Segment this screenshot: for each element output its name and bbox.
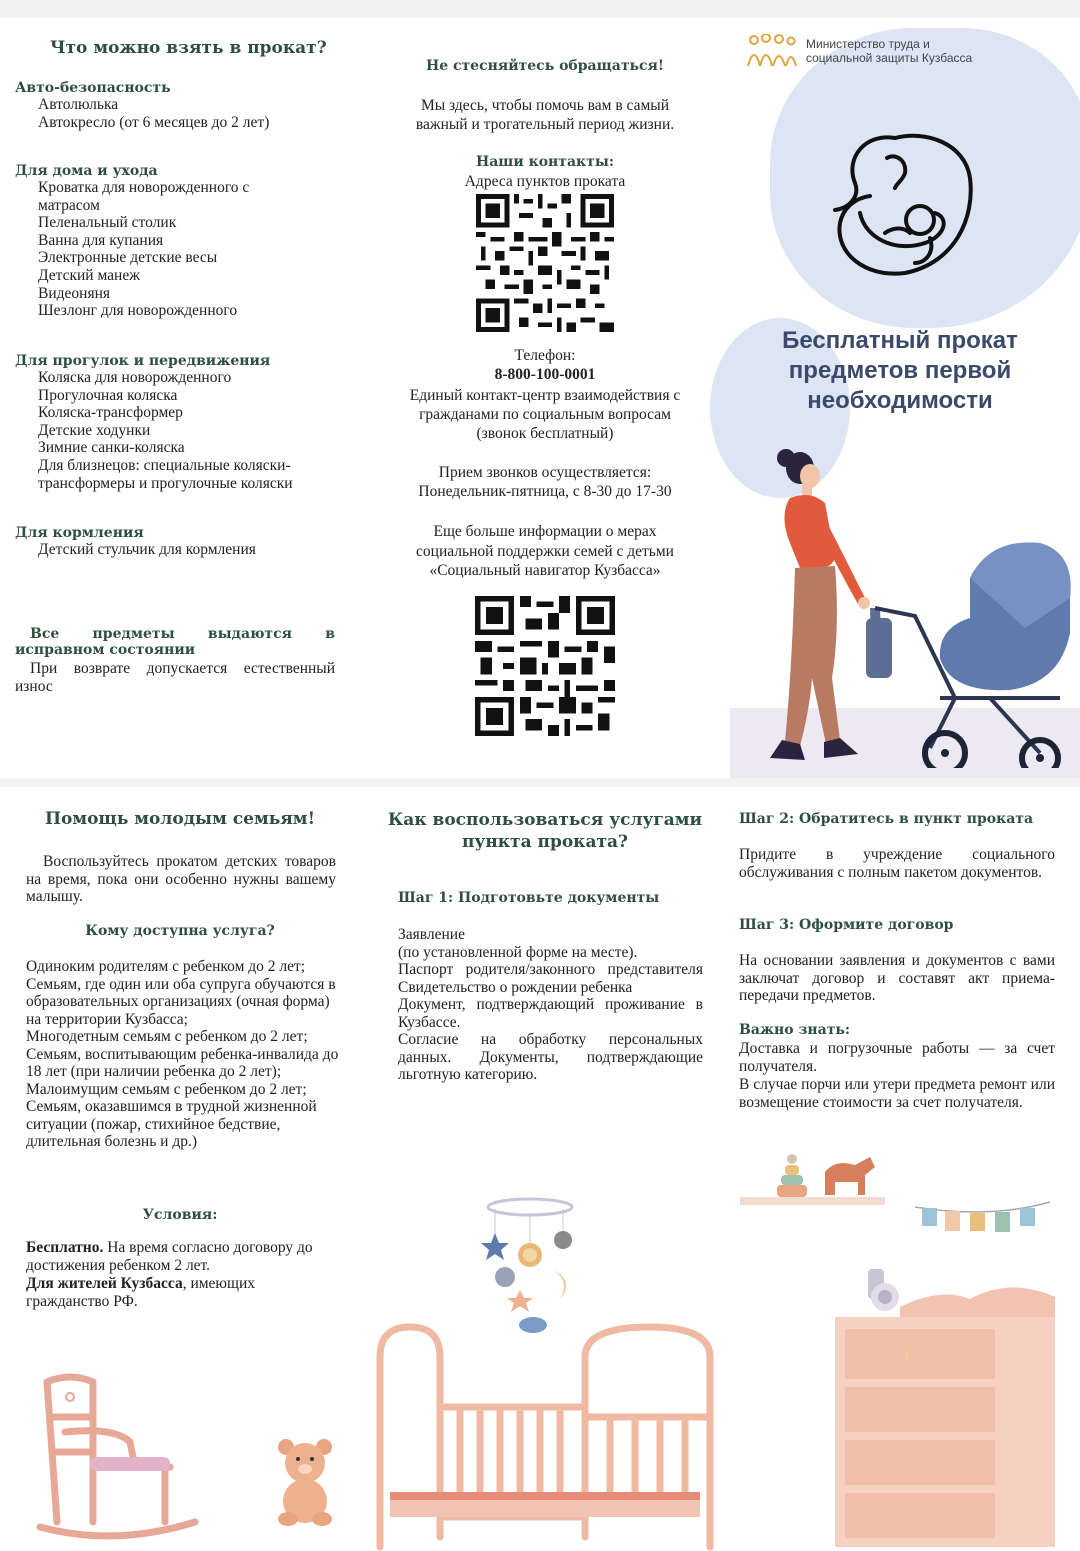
how-to-column <box>370 787 720 1551</box>
condition-residents <box>26 1275 336 1310</box>
list-item: Семьям, оказавшимся в трудной жизненной ситуации (пожар, стихийное бедствие, длительная болезнь и др.) <box>26 1098 317 1150</box>
important-title: Важно знать: <box>739 1022 851 1038</box>
category-home <box>15 163 305 320</box>
list-item: Многодетным семьям с ребенком до 2 лет; <box>26 1028 308 1045</box>
contacts-title: Наши контакты: <box>475 154 615 170</box>
category-items <box>15 96 345 131</box>
list-item: Согласие на обработку персональных данных. Документы, подтверждающие льготную категорию. <box>398 1031 703 1083</box>
who-title: Кому доступна услуга? <box>85 923 275 939</box>
list-item: Электронные детские весы <box>38 249 218 267</box>
step2-title: Шаг 2: Обратитесь в пункт проката <box>739 811 1034 827</box>
category-walks <box>15 353 340 492</box>
ministry-logo <box>746 34 996 68</box>
condition-free-bold: Бесплатно. <box>26 1239 104 1256</box>
hours-title: Прием звонков осуществляется: <box>438 464 652 481</box>
condition-free-text: На время согласно договору до достижения ребенком 2 лет. <box>26 1239 313 1274</box>
families-intro: Воспользуйтесь прокатом детских товаров на время, пока они особенно нужны вашему малышу. <box>26 853 336 905</box>
ministry-name: Министерство труда и социальной защиты Кузбасса <box>806 37 973 65</box>
list-item: (по установленной форме на месте). <box>398 943 638 961</box>
rental-items-title: Что можно взять в прокат? <box>50 38 327 58</box>
list-item: Паспорт родителя/законного представителя <box>398 961 703 978</box>
list-item: Детский манеж <box>38 266 140 284</box>
list-item: Видеоняня <box>38 284 110 302</box>
category-auto <box>15 80 345 131</box>
list-item: Детские ходунки <box>38 421 151 439</box>
list-item: Шезлонг для новорожденного <box>38 302 238 320</box>
list-item: Заявление <box>398 926 465 943</box>
phone-label: Телефон: <box>514 347 576 364</box>
addresses-label: Адреса пунктов проката <box>464 173 626 190</box>
list-item: Кроватка для новорожденного с матрасом <box>38 179 250 214</box>
dresser-icon <box>830 1257 1070 1547</box>
category-title: Для прогулок и передвижения <box>15 353 271 369</box>
list-item: Для близнецов: специальные коляски-трансформеры и прогулочные коляски <box>38 456 293 492</box>
step1-title: Шаг 1: Подготовьте документы <box>398 890 660 906</box>
phone-number[interactable]: 8-800-100-0001 <box>494 366 596 383</box>
ministry-logo-icon <box>746 34 800 68</box>
cover-column <box>730 18 1080 778</box>
important-delivery: Доставка и погрузочные работы — за счет получателя. <box>739 1040 1055 1075</box>
mother-baby-icon <box>825 128 985 283</box>
addresses-qr-code-icon[interactable] <box>475 194 615 332</box>
category-items <box>15 369 340 492</box>
condition-free <box>26 1239 336 1274</box>
note-text: При возврате допускается естественный износ <box>15 660 335 695</box>
list-item: Коляска-трансформер <box>38 404 183 422</box>
hours-text: Понедельник-пятница, с 8-30 до 17-30 <box>418 483 672 500</box>
rocking-chair-icon <box>35 1372 205 1547</box>
category-title: Авто-безопасность <box>15 80 171 96</box>
phone-description: Единый контакт-центр взаимодействия с гражданами по социальным вопросам (звонок бесплатный) <box>409 387 681 442</box>
toys-shelf-icon <box>740 1147 1070 1247</box>
intro-text: Мы здесь, чтобы помочь вам в самый важный и трогательный период жизни. <box>415 97 675 133</box>
list-item: Зимние санки-коляска <box>38 439 185 457</box>
list-item: Семьям, воспитывающим ребенка-инвалида до 18 лет (при наличии ребенка до 2 лет); <box>26 1045 339 1080</box>
list-item: Автокресло (от 6 месяцев до 2 лет) <box>38 113 270 131</box>
category-title: Для дома и ухода <box>15 163 158 179</box>
how-to-title: Как воспользоваться услугами пункта проката? <box>387 810 703 852</box>
steps-column <box>730 787 1080 1551</box>
brochure-outer-side <box>0 18 1080 778</box>
conditions-title: Условия: <box>142 1207 218 1223</box>
families-title: Помощь молодым семьям! <box>44 809 316 829</box>
list-item: Ванна для купания <box>38 231 164 249</box>
contacts-column <box>370 18 720 778</box>
list-item: Семьям, где один или оба супруга обучаются в образовательных организациях (очная форма) на территории Кузбасса; <box>26 975 336 1028</box>
important-damage: В случае порчи или утери предмета ремонт или возмещение стоимости за счет получателя. <box>739 1076 1055 1111</box>
list-item: Детский стульчик для кормления <box>38 541 256 558</box>
list-item: Автолюлька <box>38 96 119 113</box>
condition-residents-bold: Для жителей Кузбасса <box>26 1275 183 1292</box>
list-item: Прогулочная коляска <box>38 386 178 404</box>
step3-text: На основании заявления и документов с вами заключат договор и составят акт приема-передачи предметов. <box>739 952 1055 1004</box>
teddy-bear-icon <box>272 1435 338 1527</box>
category-feeding <box>15 525 340 559</box>
list-item: Одиноким родителям с ребенком до 2 лет; <box>26 958 306 975</box>
list-item: Свидетельство о рождении ребенка <box>398 978 633 996</box>
mother-with-stroller-icon <box>740 428 1080 768</box>
category-items <box>15 179 305 320</box>
who-list <box>26 958 341 1151</box>
step3-title: Шаг 3: Оформите договор <box>739 917 954 933</box>
rental-items-column <box>0 18 350 778</box>
note-title: Все предметы выдаются в исправном состоянии <box>15 626 335 658</box>
social-navigator-qr-code-icon[interactable] <box>475 596 615 736</box>
more-info-text: Еще больше информации о мерах социальной поддержки семей с детьми «Социальный навигатор Кузбасса» <box>416 523 674 579</box>
step2-text: Придите в учреждение социального обслуживания с полным пакетом документов. <box>739 846 1055 881</box>
contacts-heading: Не стесняйтесь обращаться! <box>425 58 665 74</box>
condition-note <box>15 626 335 695</box>
category-title: Для кормления <box>15 525 144 541</box>
category-items <box>15 541 340 559</box>
condition-residents-text: , имеющих гражданство РФ. <box>26 1275 255 1310</box>
list-item: Документ, подтверждающий проживание в Кузбассе. <box>398 996 703 1031</box>
families-column <box>0 787 360 1551</box>
list-item: Пеленальный столик <box>38 214 177 232</box>
documents-list <box>398 926 703 1084</box>
brochure-title: Бесплатный прокат предметов первой необходимости <box>782 327 1018 414</box>
list-item: Малоимущим семьям с ребенком до 2 лет; <box>26 1080 307 1098</box>
baby-crib-icon <box>370 1317 720 1551</box>
list-item: Коляска для новорожденного <box>38 369 232 386</box>
brochure-inner-side <box>0 787 1080 1551</box>
